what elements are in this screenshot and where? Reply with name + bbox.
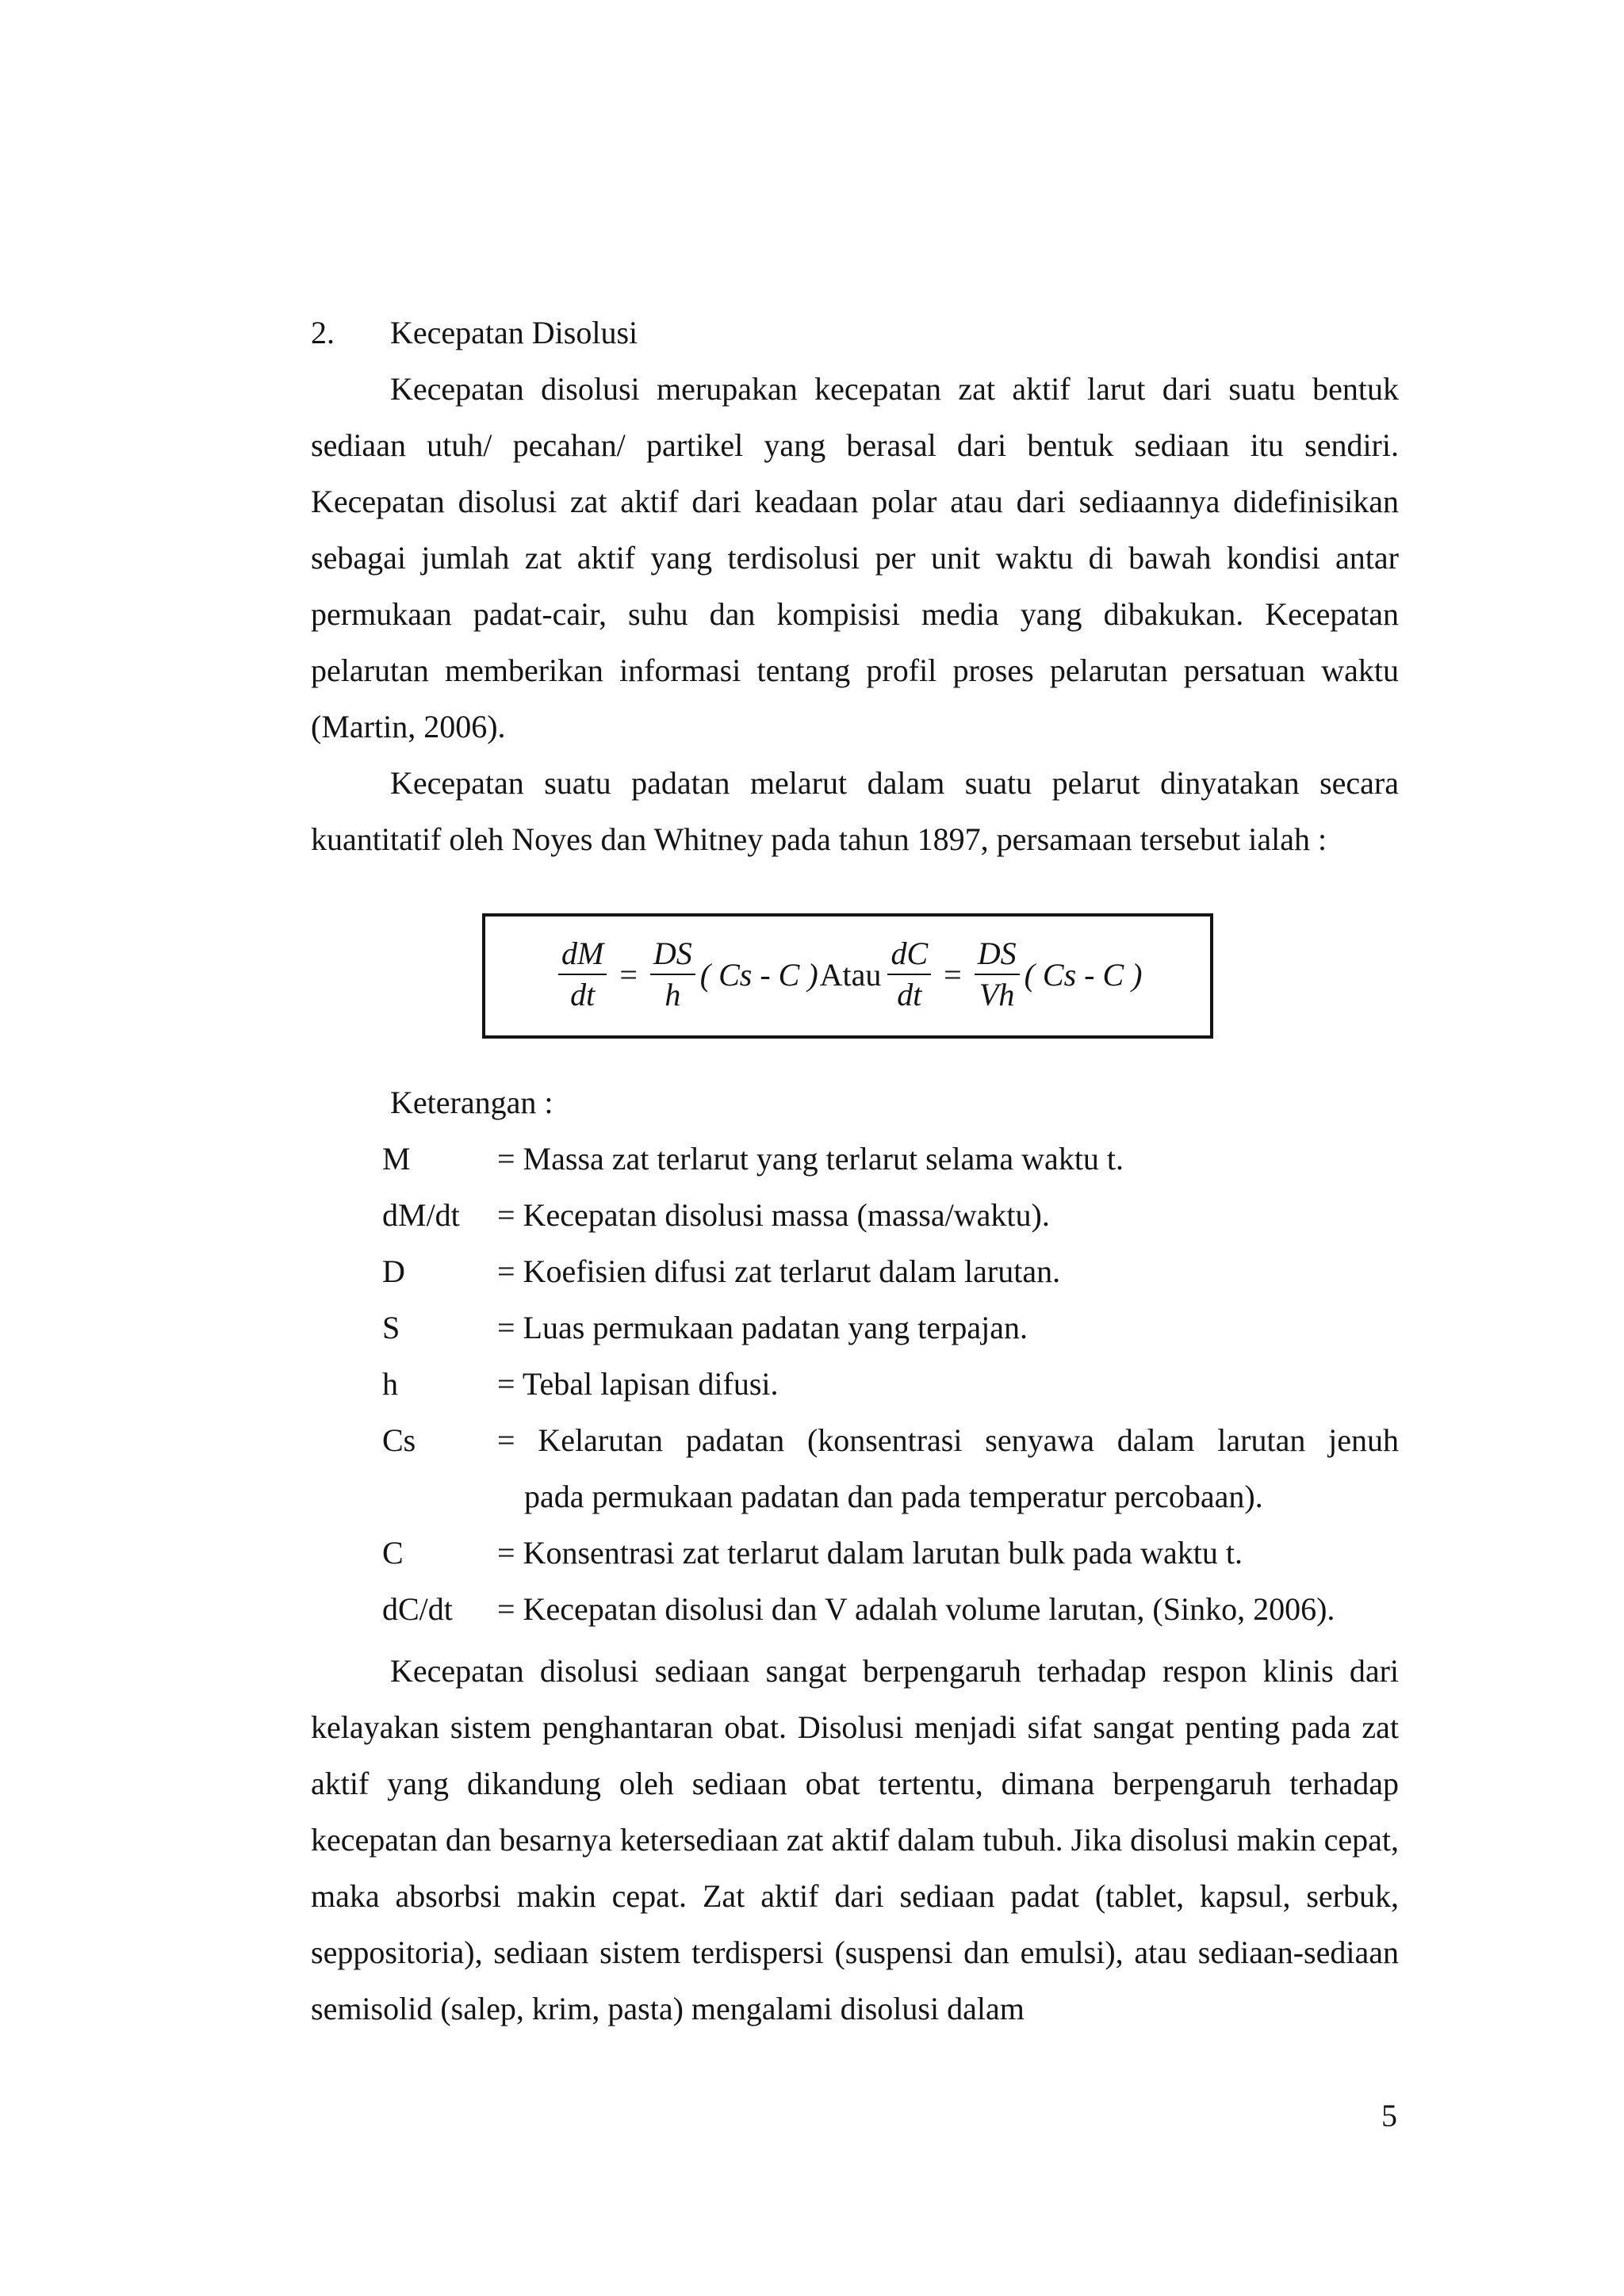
fraction-numerator: dC xyxy=(887,934,931,975)
variable-description: = Kecepatan disolusi dan V adalah volume larutan, (Sinko, 2006). xyxy=(497,1591,1335,1627)
section-title: Kecepatan Disolusi xyxy=(390,315,638,350)
variable-symbol: dM/dt xyxy=(382,1197,460,1233)
variable-description: = Kecepatan disolusi massa (massa/waktu). xyxy=(497,1197,1050,1233)
equals-sign: = xyxy=(944,956,962,993)
description-line: = Kelarutan padatan (konsentrasi senyawa dalam larutan jenuh xyxy=(497,1422,1399,1458)
fraction-denominator: Vh xyxy=(979,977,1015,1012)
variable-description: = Koefisien difusi zat terlarut dalam larutan. xyxy=(497,1253,1061,1289)
page-number: 5 xyxy=(1381,2098,1397,2133)
fraction-denominator: dt xyxy=(897,977,922,1012)
variable-symbol: dC/dt xyxy=(382,1591,453,1627)
section-heading xyxy=(311,304,1399,361)
fraction-numerator: dM xyxy=(558,934,607,975)
list-item xyxy=(382,1299,1399,1356)
formula-connector: Atau xyxy=(819,956,882,993)
section-number: 2. xyxy=(311,315,335,350)
variable-description: = Massa zat terlarut yang terlarut selama waktu t. xyxy=(497,1141,1124,1177)
fraction-numerator: DS xyxy=(650,934,695,975)
list-item xyxy=(382,1356,1399,1412)
keterangan-list xyxy=(382,1131,1399,1637)
variable-symbol: h xyxy=(382,1366,398,1402)
paragraph-noyes-whitney: Kecepatan suatu padatan melarut dalam suatu pelarut dinyatakan secara kuantitatif oleh Noyes dan Whitney pada tahun 1897, persamaan tersebut ialah : xyxy=(311,765,1399,857)
variable-symbol: C xyxy=(382,1535,404,1571)
list-item xyxy=(382,1243,1399,1299)
paragraph-definition: Kecepatan disolusi merupakan kecepatan zat aktif larut dari suatu bentuk sediaan utuh/ pecahan/ partikel yang berasal dari bentuk sediaan itu sendiri. Kecepatan disolusi zat aktif dari keadaan polar atau dari sediaannya didefinisikan sebagai jumlah zat aktif yang terdisolusi per unit waktu di bawah kondisi antar permukaan padat-cair, suhu dan kompisisi media yang dibakukan. Kecepatan pelarutan memberikan informasi tentang profil proses pelarutan persatuan waktu (Martin, 2006). xyxy=(311,371,1399,744)
fraction-dc-dt xyxy=(887,934,931,1015)
noyes-whitney-equation xyxy=(553,934,1142,1015)
concentration-difference: ( Cs - C ) xyxy=(1024,956,1143,993)
variable-symbol: D xyxy=(382,1253,405,1289)
variable-description: = Konsentrasi zat terlarut dalam larutan bulk pada waktu t. xyxy=(497,1535,1243,1571)
fraction-dm-dt xyxy=(558,934,607,1015)
fraction-ds-h xyxy=(650,934,695,1015)
fraction-denominator: dt xyxy=(570,977,596,1012)
equals-sign: = xyxy=(619,956,638,993)
document-page xyxy=(311,0,1399,2296)
list-item xyxy=(382,1412,1399,1525)
variable-symbol: Cs xyxy=(382,1422,416,1458)
formula-box xyxy=(482,913,1213,1039)
list-item xyxy=(382,1581,1399,1637)
description-line: pada permukaan padatan dan pada temperatur percobaan). xyxy=(524,1479,1263,1514)
fraction-denominator: h xyxy=(665,977,681,1012)
variable-symbol: S xyxy=(382,1310,400,1345)
paragraph-clinical-response: Kecepatan disolusi sediaan sangat berpengaruh terhadap respon klinis dari kelayakan sistem penghantaran obat. Disolusi menjadi sifat sangat penting pada zat aktif yang dikandung oleh sediaan obat tertentu, dimana berpengaruh terhadap kecepatan dan besarnya ketersediaan zat aktif dalam tubuh. Jika disolusi makin cepat, maka absorbsi makin cepat. Zat aktif dari sediaan padat (tablet, kapsul, serbuk, seppositoria), sediaan sistem terdispersi (suspensi dan emulsi), atau sediaan-sediaan semisolid (salep, krim, pasta) mengalami disolusi dalam xyxy=(311,1653,1399,2026)
fraction-ds-vh xyxy=(975,934,1020,1015)
variable-symbol: M xyxy=(382,1141,411,1177)
fraction-numerator: DS xyxy=(975,934,1020,975)
concentration-difference: ( Cs - C ) xyxy=(699,956,818,993)
list-item xyxy=(382,1131,1399,1187)
keterangan-title: Keterangan : xyxy=(390,1085,553,1120)
variable-description: = Luas permukaan padatan yang terpajan. xyxy=(497,1310,1028,1345)
variable-description: = Tebal lapisan difusi. xyxy=(497,1366,779,1402)
list-item xyxy=(382,1187,1399,1243)
list-item xyxy=(382,1525,1399,1581)
variable-description xyxy=(497,1412,1399,1525)
